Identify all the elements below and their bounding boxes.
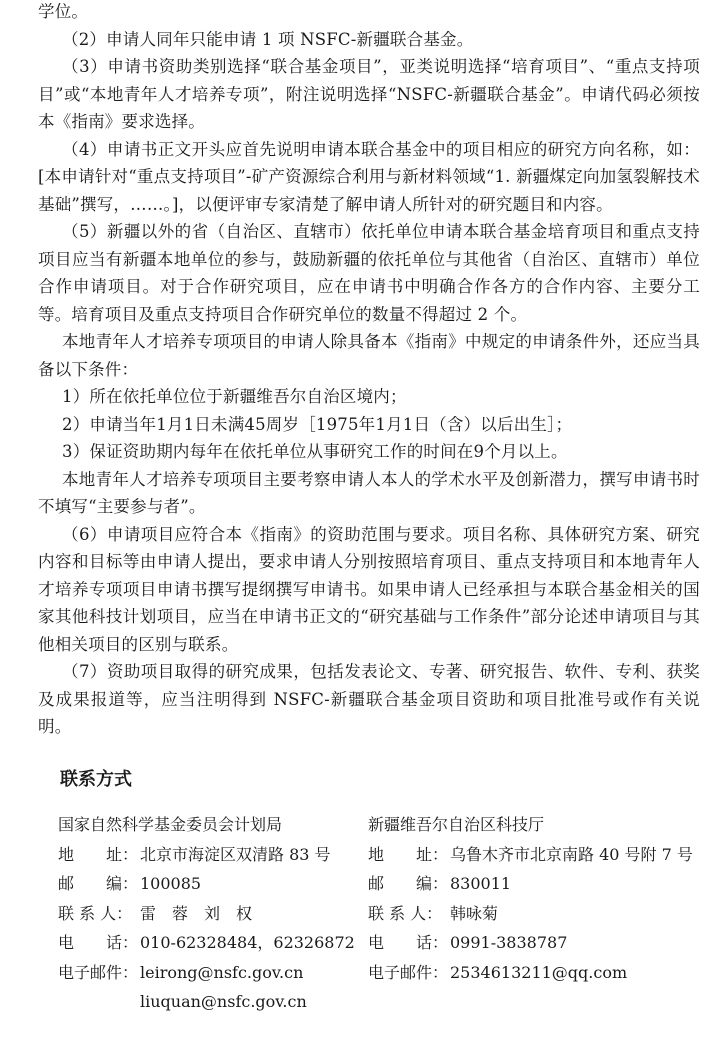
contact-postcode-row [368, 869, 708, 899]
paragraph-item-4: （4）申请书正文开头应首先说明申请本联合基金中的项目相应的研究方向名称，如：[本申请针对“重点支持项目”-矿产资源综合利用与新材料领域“1. 新疆煤定向加氢裂解技术基础”撰写，……。]，以便评审专家清楚了解申请人所针对的研究题目和内容。 [38, 139, 700, 214]
contact-email-row [368, 958, 708, 988]
paragraph-condition-3: 3）保证资助期内每年在依托单位从事研究工作的时间在9个月以上。 [62, 442, 568, 461]
paragraph-youth-assessment: 本地青年人才培养专项项目主要考察申请人本人的学术水平及创新潜力，撰写申请书时不填写“主要参与者”。 [38, 469, 700, 516]
postcode-label: 邮 编： [58, 874, 139, 893]
address-value: 乌鲁木齐市北京南路 40 号附 7 号 [450, 844, 693, 864]
contact-address-row [58, 840, 358, 870]
phone-label: 电 话： [368, 933, 449, 952]
contact-phone-row [58, 928, 358, 958]
contact-email-row-2 [58, 987, 358, 1017]
contact-block-xinjiang [368, 810, 708, 987]
contact-org: 新疆维吾尔自治区科技厅 [368, 815, 545, 834]
paragraph-item-6: （6）申请项目应符合本《指南》的资助范围与要求。项目名称、具体研究方案、研究内容和目标等由申请人提出，要求申请人分别按照培育项目、重点支持项目和本地青年人才培养专项项目申请书撰写提纲撰写申请书。如果申请人已经承担与本联合基金相关的国家其他科技计划项目，应当在申请书正文的“研究基础与工作条件”部分论述申请项目与其他相关项目的区别与联系。 [38, 524, 700, 654]
contact-phone-row [368, 928, 708, 958]
phone-value: 0991-3838787 [450, 933, 568, 952]
paragraph-continuation: 学位。 [38, 2, 89, 21]
email-label: 电子邮件： [58, 962, 139, 982]
email-label: 电子邮件： [368, 962, 449, 982]
contact-person-row [58, 899, 358, 929]
contact-postcode-row [58, 869, 358, 899]
paragraph-item-5: （5）新疆以外的省（自治区、直辖市）依托单位申请本联合基金培育项目和重点支持项目应当有新疆本地单位的参与，鼓励新疆的依托单位与其他省（自治区、直辖市）单位合作申请项目。对于合作研究项目，应在申请书中明确合作各方的合作内容、主要分工等。培育项目及重点支持项目合作研究单位的数量不得超过 2 个。 [38, 222, 700, 324]
contact-address-row [368, 840, 708, 870]
paragraph-item-3: （3）申请书资助类别选择“联合基金项目”，亚类说明选择“培育项目”、“重点支持项目”或“本地青年人才培养专项”，附注说明选择“NSFC-新疆联合基金”。申请代码必须按本《指南》要求选择。 [38, 57, 700, 131]
address-label: 地 址： [368, 844, 449, 864]
paragraph-condition-1: 1）所在依托单位位于新疆维吾尔自治区境内； [62, 387, 407, 406]
contact-block-nsfc [58, 810, 358, 1017]
person-value: 雷 蓉 刘 权 [140, 903, 253, 923]
phone-label: 电 话： [58, 933, 139, 952]
contact-org: 国家自然科学基金委员会计划局 [58, 815, 283, 834]
email-link[interactable]: 2534613211@qq.com [450, 962, 628, 982]
contact-email-row [58, 958, 358, 988]
paragraph-youth-conditions: 本地青年人才培养专项项目的申请人除具备本《指南》中规定的申请条件外，还应当具备以下条件： [38, 332, 700, 379]
postcode-label: 邮 编： [368, 874, 449, 893]
postcode-value: 830011 [450, 874, 512, 893]
person-label: 联 系 人： [58, 903, 133, 923]
email-link[interactable]: leirong@nsfc.gov.cn [140, 962, 304, 982]
person-value: 韩咏菊 [450, 903, 499, 923]
person-label: 联 系 人： [368, 903, 443, 923]
address-label: 地 址： [58, 844, 139, 864]
email-link-2[interactable]: liuquan@nsfc.gov.cn [140, 992, 307, 1011]
paragraph-item-2: （2）申请人同年只能申请 1 项 NSFC-新疆联合基金。 [62, 29, 474, 49]
postcode-value: 100085 [140, 874, 202, 893]
paragraph-condition-2: 2）申请当年1月1日未满45周岁［1975年1月1日（含）以后出生］； [62, 414, 573, 434]
phone-value: 010-62328484，62326872 [140, 933, 355, 952]
contact-section-title: 联系方式 [60, 769, 132, 790]
paragraph-item-7: （7）资助项目取得的研究成果，包括发表论文、专著、研究报告、软件、专利、获奖及成果报道等，应当注明得到 NSFC-新疆联合基金项目资助和项目批准号或作有关说明。 [38, 662, 700, 736]
address-value: 北京市海淀区双清路 83 号 [140, 844, 331, 864]
contact-person-row [368, 899, 708, 929]
